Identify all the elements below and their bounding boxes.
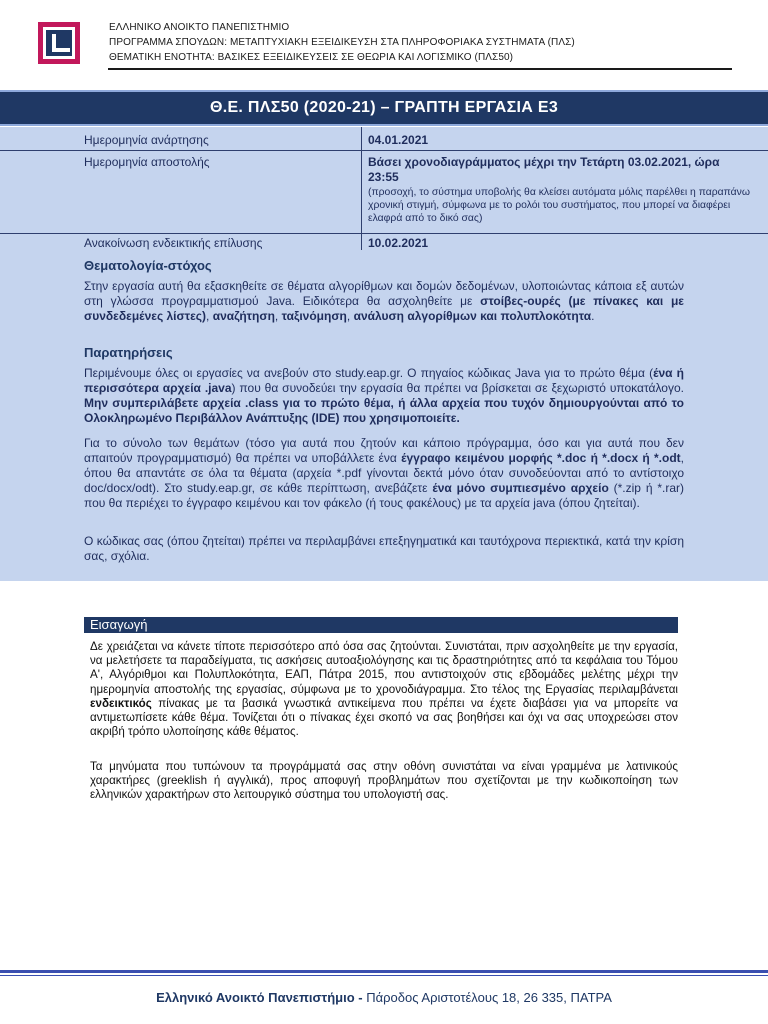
topic-sorting: ταξινόμηση <box>281 309 347 323</box>
remarks-p2-d: ένα μόνο συμπιεσμένο αρχείο <box>432 481 609 495</box>
header-divider <box>108 68 732 70</box>
remarks-p2-e: (*.zip ή *.rar) που θα περιέχει το έγγραφο κειμένου και τον φάκελο (ή τους φακέλους) με τα αρχεία java (όπου ζητείται). <box>84 481 684 510</box>
remarks-paragraph-2 <box>84 436 684 511</box>
remarks-p2-a: Για το σύνολο των θεμάτων (τόσο για αυτά που ζητούν και κάποιο πρόγραμμα, όσο και για αυτά που δεν απαιτούν προγραμματισμό) θα πρέπει να υποβάλλετε ένα <box>84 436 684 465</box>
topics-sep-3: , <box>346 309 354 323</box>
topics-sep-2: , <box>274 309 282 323</box>
header-university: ΕΛΛΗΝΙΚΟ ΑΝΟΙΚΤΟ ΠΑΝΕΠΙΣΤΗΜΙΟ <box>109 22 290 33</box>
topics-text <box>84 279 684 324</box>
remarks-p2-c: , όπου θα απαντάτε σε όλα τα θέματα (αρχεία *.pdf γίνονται δεκτά μόνο όταν συνοδεύονται από το αντίστοιχο doc/docx/odt). Στο study.eap.gr, σε κάθε περίπτωση, ανεβάζετε <box>84 451 684 495</box>
topics-heading: Θεματολογία-στόχος <box>84 258 212 273</box>
assignment-info-panel <box>0 127 768 581</box>
remarks-section <box>84 345 684 360</box>
header-text <box>109 20 575 65</box>
header-module: ΘΕΜΑΤΙΚΗ ΕΝΟΤΗΤΑ: ΒΑΣΙΚΕΣ ΕΞΕΙΔΙΚΕΥΣΕΙΣ ΣΕ ΘΕΩΡΙΑ ΚΑΙ ΛΟΓΙΣΜΙΚΟ (ΠΛΣ50) <box>109 52 514 63</box>
intro-heading: Εισαγωγή <box>90 617 148 632</box>
remarks-paragraph-3: Ο κώδικας σας (όπου ζητείται) πρέπει να περιλαμβάνει επεξηγηματικά και ταυτόχρονα περιεκτικά, κατά την κρίση σας, σχόλια. <box>84 534 684 563</box>
page-footer <box>0 990 768 1005</box>
document-header <box>0 0 768 70</box>
solution-date-label: Ανακοίνωση ενδεικτικής επίλυσης <box>84 236 263 250</box>
posted-date-row <box>0 127 768 151</box>
solution-date-row <box>0 234 768 250</box>
intro-p1-a: Δε χρειάζεται να κάνετε τίποτε περισσότερο από όσα σας ζητούνται. Συνιστάται, πριν ασχοληθείτε με την εργασία, να μελετήσετε τα παραδείγματα, τις ασκήσεις αυτοαξιολόγησης και τις δραστηριότητες από τα κεφάλαια του Τόμου Α', Αλγόριθμοι και Πολυπλοκότητα, ΕΑΠ, Πάτρα 2015, που αντιστοιχούν στις εβδομάδες μελέτης μέχρι την ημερομηνία αποστολής της εργασίας, σύμφωνα με το χρονοδιάγραμμα. Στο τέλος της Εργασίας περιλαμβάνεται <box>90 640 678 696</box>
remarks-p2-b: έγγραφο κειμένου μορφής *.doc ή *.docx ή *.odt <box>401 451 681 465</box>
intro-heading-bar <box>84 617 678 633</box>
topic-stacks-queues: στοίβες-ουρές (με πίνακες και με συνδεδεμένες λίστες) <box>84 294 685 323</box>
remarks-p1-a: Περιμένουμε όλες οι εργασίες να ανεβούν στο study.eap.gr. Ο πηγαίος κώδικας Java για το πρώτο θέμα ( <box>84 366 654 380</box>
footer-divider-thin <box>0 975 768 976</box>
remarks-heading: Παρατηρήσεις <box>84 345 173 360</box>
posted-date-label: Ημερομηνία ανάρτησης <box>84 133 209 147</box>
footer-address: Πάροδος Αριστοτέλους 18, 26 335, ΠΑΤΡΑ <box>362 990 612 1005</box>
remarks-paragraph-1 <box>84 366 684 426</box>
topic-complexity: ανάλυση αλγορίθμων και πολυπλοκότητα <box>353 309 592 323</box>
remarks-p1-c: ) που θα συνοδεύει την εργασία θα πρέπει να βρίσκεται σε ξεχωριστό υποκατάλογο. <box>231 381 684 395</box>
intro-p1-c: πίνακας με τα βασικά γνωστικά αντικείμενα που πρέπει να έχετε διαβάσει για να μπορείτε να αντιμετωπίσετε κάθε θέμα. Τονίζεται ότι ο πίνακας έχει σκοπό να σας βοηθήσει και όχι να σας υποχρεώσει στον ακριβή τρόπο υλοποίησης κάθε θέματος. <box>90 696 678 739</box>
topics-sep-1: , <box>206 309 213 323</box>
remarks-p1-b: ένα ή περισσότερα αρχεία .java <box>84 366 684 395</box>
intro-paragraph-2: Τα μηνύματα που τυπώνουν τα προγράμματά σας στην οθόνη συνιστάται να είναι γραμμένα με λατινικούς χαρακτήρες (greeklish ή αγγλικά), προς αποφυγή προβλημάτων που σχετίζονται με την κωδικοποίηση των ελληνικών χαρακτήρων στο λειτουργικό σύστημα του υπολογιστή σας. <box>90 760 678 802</box>
page-title: Θ.Ε. ΠΛΣ50 (2020-21) – ΓΡΑΠΤΗ ΕΡΓΑΣΙΑ Ε3 <box>209 99 559 116</box>
submission-date-label: Ημερομηνία αποστολής <box>84 155 210 169</box>
table-column-divider <box>361 127 362 250</box>
topics-end: . <box>591 309 595 323</box>
topics-section <box>84 258 684 273</box>
university-logo <box>38 22 80 64</box>
intro-paragraph-1 <box>90 640 678 739</box>
footer-divider <box>0 970 768 973</box>
submission-note: (προσοχή, το σύστημα υποβολής θα κλείσει αυτόματα μόλις παρέλθει η παραπάνω χρονική στιγμή, σύμφωνα με το ρολόι του συστήματος, που μπορεί να διαφέρει ελαφρά από το δικό σας) <box>368 187 750 224</box>
footer-university: Ελληνικό Ανοικτό Πανεπιστήμιο - <box>156 990 363 1005</box>
solution-date-value: 10.02.2021 <box>368 236 429 250</box>
topics-intro: Στην εργασία αυτή θα εξασκηθείτε σε θέματα αλγορίθμων και δομών δεδομένων, υλοποιώντας κάποια εξ αυτών στη γλώσσα προγραμματισμού Java. Ειδικότερα θα ασχοληθείτε με <box>84 279 684 308</box>
intro-p1-b: ενδεικτικός <box>90 696 152 710</box>
remarks-p1-d: Μην συμπεριλάβετε αρχεία .class για το πρώτο θέμα, ή άλλα αρχεία που τυχόν δημιουργούνται από το Ολοκληρωμένο Περιβάλλον Ανάπτυξης (IDE) που χρησιμοποιείτε. <box>84 396 684 425</box>
header-program: ΠΡΟΓΡΑΜΜΑ ΣΠΟΥΔΩΝ: ΜΕΤΑΠΤΥΧΙΑΚΗ ΕΞΕΙΔΙΚΕΥΣΗ ΣΤΑ ΠΛΗΡΟΦΟΡΙΑΚΑ ΣΥΣΤΗΜΑΤΑ (ΠΛΣ) <box>109 37 575 48</box>
posted-date-value: 04.01.2021 <box>368 133 429 147</box>
title-bar <box>0 90 768 126</box>
submission-date-value: Βάσει χρονοδιαγράμματος μέχρι την Τετάρτη 03.02.2021, ώρα 23:55 <box>368 155 720 184</box>
topic-search: αναζήτηση <box>212 309 275 323</box>
